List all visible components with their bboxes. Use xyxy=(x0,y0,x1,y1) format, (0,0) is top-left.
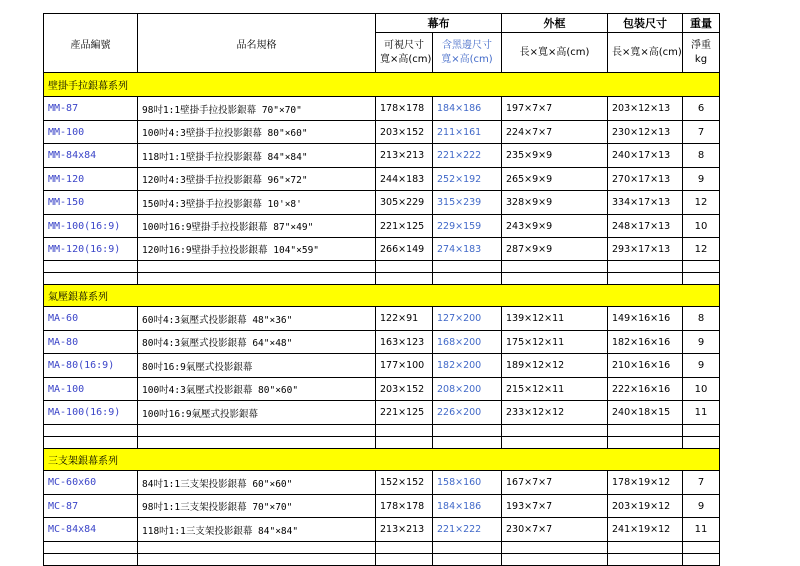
frame-size: 189×12×12 xyxy=(502,354,608,378)
product-code: MC-84x84 xyxy=(44,518,138,542)
pack-size: 203×19×12 xyxy=(608,495,683,518)
spacer-cell xyxy=(44,425,138,437)
spacer-cell xyxy=(608,542,683,554)
spacer-cell xyxy=(138,554,376,566)
visible-size: 178×178 xyxy=(376,97,433,121)
spacer-cell xyxy=(608,261,683,273)
product-name: 120吋16:9壁掛手拉投影銀幕 104"×59" xyxy=(138,238,376,261)
spacer-cell xyxy=(138,542,376,554)
section-header xyxy=(44,449,720,471)
header-code: 產品編號 xyxy=(44,14,138,73)
net-weight: 8 xyxy=(683,307,720,331)
black-border-size: 211×161 xyxy=(433,121,502,144)
table-row xyxy=(44,97,720,121)
black-border-size: 208×200 xyxy=(433,378,502,401)
net-weight: 7 xyxy=(683,121,720,144)
visible-size: 122×91 xyxy=(376,307,433,331)
black-border-size: 158×160 xyxy=(433,471,502,495)
frame-size: 224×7×7 xyxy=(502,121,608,144)
black-border-size: 252×192 xyxy=(433,168,502,191)
frame-size: 197×7×7 xyxy=(502,97,608,121)
product-name: 100吋4:3氣壓式投影銀幕 80"×60" xyxy=(138,378,376,401)
product-spec-table xyxy=(43,13,720,566)
pack-size: 334×17×13 xyxy=(608,191,683,215)
spacer-row xyxy=(44,554,720,566)
black-border-unit: 寬×高(cm) xyxy=(441,53,493,65)
pack-size: 248×17×13 xyxy=(608,215,683,238)
net-weight: 9 xyxy=(683,331,720,354)
net-weight: 10 xyxy=(683,215,720,238)
table-row xyxy=(44,121,720,144)
table-row xyxy=(44,495,720,518)
spacer-cell xyxy=(433,542,502,554)
product-code: MM-120(16:9) xyxy=(44,238,138,261)
spacer-cell xyxy=(44,437,138,449)
spacer-cell xyxy=(433,554,502,566)
table-row xyxy=(44,238,720,261)
table-row xyxy=(44,354,720,378)
product-name: 120吋4:3壁掛手拉投影銀幕 96"×72" xyxy=(138,168,376,191)
net-weight: 9 xyxy=(683,495,720,518)
product-name: 98吋1:1三支架投影銀幕 70"×70" xyxy=(138,495,376,518)
spacer-cell xyxy=(608,425,683,437)
frame-size: 243×9×9 xyxy=(502,215,608,238)
pack-size: 222×16×16 xyxy=(608,378,683,401)
spacer-cell xyxy=(608,273,683,285)
black-border-size: 184×186 xyxy=(433,97,502,121)
table-row xyxy=(44,307,720,331)
table-row xyxy=(44,331,720,354)
pack-size: 240×17×13 xyxy=(608,144,683,168)
spacer-cell xyxy=(138,437,376,449)
spacer-cell xyxy=(376,542,433,554)
pack-size: 241×19×12 xyxy=(608,518,683,542)
spacer-cell xyxy=(502,261,608,273)
header-weight: 重量 xyxy=(683,14,720,33)
visible-size: 266×149 xyxy=(376,238,433,261)
black-border-size: 221×222 xyxy=(433,518,502,542)
spacer-cell xyxy=(376,261,433,273)
spacer-row xyxy=(44,425,720,437)
spacer-cell xyxy=(683,261,720,273)
net-weight: 12 xyxy=(683,191,720,215)
table-row xyxy=(44,518,720,542)
product-name: 100吋16:9氣壓式投影銀幕 xyxy=(138,401,376,425)
header-pack: 包裝尺寸 xyxy=(608,14,683,33)
table-row xyxy=(44,215,720,238)
product-code: MM-100 xyxy=(44,121,138,144)
section-header xyxy=(44,73,720,97)
visible-size: 244×183 xyxy=(376,168,433,191)
spacer-cell xyxy=(44,554,138,566)
product-name: 100吋16:9壁掛手拉投影銀幕 87"×49" xyxy=(138,215,376,238)
header-spec: 品名規格 xyxy=(138,14,376,73)
black-border-size: 274×183 xyxy=(433,238,502,261)
net-weight: 6 xyxy=(683,97,720,121)
spacer-cell xyxy=(44,261,138,273)
product-name: 100吋4:3壁掛手拉投影銀幕 80"×60" xyxy=(138,121,376,144)
spacer-cell xyxy=(608,437,683,449)
spacer-cell xyxy=(376,425,433,437)
frame-size: 235×9×9 xyxy=(502,144,608,168)
visible-size: 305×229 xyxy=(376,191,433,215)
product-name: 118吋1:1三支架投影銀幕 84"×84" xyxy=(138,518,376,542)
pack-size: 149×16×16 xyxy=(608,307,683,331)
spacer-cell xyxy=(502,554,608,566)
visible-size: 177×100 xyxy=(376,354,433,378)
header-screen: 幕布 xyxy=(376,14,502,33)
spacer-row xyxy=(44,542,720,554)
frame-size: 230×7×7 xyxy=(502,518,608,542)
section-title: 壁掛手拉銀幕系列 xyxy=(44,73,720,97)
spacer-row xyxy=(44,261,720,273)
visible-size: 152×152 xyxy=(376,471,433,495)
spacer-cell xyxy=(376,554,433,566)
weight-unit: kg xyxy=(694,53,708,65)
spacer-cell xyxy=(376,273,433,285)
product-name: 150吋4:3壁掛手拉投影銀幕 10'×8' xyxy=(138,191,376,215)
spacer-cell xyxy=(433,425,502,437)
net-weight: 11 xyxy=(683,518,720,542)
spacer-cell xyxy=(502,542,608,554)
section-header xyxy=(44,285,720,307)
black-border-size: 184×186 xyxy=(433,495,502,518)
net-weight-label: 淨重 xyxy=(691,39,711,51)
spacer-cell xyxy=(502,425,608,437)
table-row xyxy=(44,191,720,215)
table-row xyxy=(44,471,720,495)
visible-size-label: 可視尺寸 xyxy=(384,39,424,51)
product-code: MC-60x60 xyxy=(44,471,138,495)
black-border-label: 含黑邊尺寸 xyxy=(442,39,492,51)
spacer-row xyxy=(44,273,720,285)
spacer-cell xyxy=(683,273,720,285)
frame-size: 215×12×11 xyxy=(502,378,608,401)
spacer-cell xyxy=(683,437,720,449)
header-black-border xyxy=(433,33,502,73)
product-name: 84吋1:1三支架投影銀幕 60"×60" xyxy=(138,471,376,495)
product-code: MA-80(16:9) xyxy=(44,354,138,378)
frame-size: 233×12×12 xyxy=(502,401,608,425)
black-border-size: 226×200 xyxy=(433,401,502,425)
product-code: MA-100 xyxy=(44,378,138,401)
frame-size: 167×7×7 xyxy=(502,471,608,495)
spacer-cell xyxy=(433,261,502,273)
spacer-cell xyxy=(502,437,608,449)
black-border-size: 182×200 xyxy=(433,354,502,378)
header-net-weight xyxy=(683,33,720,73)
spacer-cell xyxy=(683,542,720,554)
frame-size: 328×9×9 xyxy=(502,191,608,215)
frame-size: 287×9×9 xyxy=(502,238,608,261)
spacer-cell xyxy=(376,437,433,449)
visible-size: 213×213 xyxy=(376,518,433,542)
visible-size: 221×125 xyxy=(376,215,433,238)
spacer-cell xyxy=(502,273,608,285)
product-name: 80吋16:9氣壓式投影銀幕 xyxy=(138,354,376,378)
product-code: MC-87 xyxy=(44,495,138,518)
product-code: MA-100(16:9) xyxy=(44,401,138,425)
visible-size: 163×123 xyxy=(376,331,433,354)
spacer-cell xyxy=(433,437,502,449)
table-row xyxy=(44,378,720,401)
frame-size: 193×7×7 xyxy=(502,495,608,518)
product-name: 118吋1:1壁掛手拉投影銀幕 84"×84" xyxy=(138,144,376,168)
header-frame: 外框 xyxy=(502,14,608,33)
black-border-size: 315×239 xyxy=(433,191,502,215)
product-code: MA-60 xyxy=(44,307,138,331)
table-row xyxy=(44,168,720,191)
product-code: MM-150 xyxy=(44,191,138,215)
spacer-cell xyxy=(608,554,683,566)
black-border-size: 127×200 xyxy=(433,307,502,331)
black-border-size: 168×200 xyxy=(433,331,502,354)
net-weight: 7 xyxy=(683,471,720,495)
product-code: MM-87 xyxy=(44,97,138,121)
pack-size: 210×16×16 xyxy=(608,354,683,378)
header-row-top xyxy=(44,14,720,33)
pack-size: 178×19×12 xyxy=(608,471,683,495)
product-code: MM-120 xyxy=(44,168,138,191)
table-row xyxy=(44,401,720,425)
spacer-row xyxy=(44,437,720,449)
product-name: 60吋4:3氣壓式投影銀幕 48"×36" xyxy=(138,307,376,331)
black-border-size: 229×159 xyxy=(433,215,502,238)
section-title: 氣壓銀幕系列 xyxy=(44,285,720,307)
net-weight: 9 xyxy=(683,168,720,191)
visible-size-unit: 寬×高(cm) xyxy=(380,53,432,65)
spacer-cell xyxy=(44,542,138,554)
pack-size: 293×17×13 xyxy=(608,238,683,261)
product-code: MM-84x84 xyxy=(44,144,138,168)
spacer-cell xyxy=(138,273,376,285)
pack-size: 203×12×13 xyxy=(608,97,683,121)
pack-size: 230×12×13 xyxy=(608,121,683,144)
net-weight: 12 xyxy=(683,238,720,261)
spacer-cell xyxy=(683,554,720,566)
header-pack-unit: 長×寬×高(cm) xyxy=(608,33,683,73)
pack-size: 240×18×15 xyxy=(608,401,683,425)
visible-size: 203×152 xyxy=(376,378,433,401)
spacer-cell xyxy=(433,273,502,285)
net-weight: 10 xyxy=(683,378,720,401)
frame-size: 175×12×11 xyxy=(502,331,608,354)
spacer-cell xyxy=(138,261,376,273)
frame-size: 139×12×11 xyxy=(502,307,608,331)
net-weight: 8 xyxy=(683,144,720,168)
product-code: MA-80 xyxy=(44,331,138,354)
pack-size: 270×17×13 xyxy=(608,168,683,191)
product-name: 80吋4:3氣壓式投影銀幕 64"×48" xyxy=(138,331,376,354)
header-visible-size xyxy=(376,33,433,73)
spacer-cell xyxy=(44,273,138,285)
header-frame-unit: 長×寬×高(cm) xyxy=(502,33,608,73)
visible-size: 203×152 xyxy=(376,121,433,144)
table-row xyxy=(44,144,720,168)
visible-size: 178×178 xyxy=(376,495,433,518)
net-weight: 9 xyxy=(683,354,720,378)
product-code: MM-100(16:9) xyxy=(44,215,138,238)
frame-size: 265×9×9 xyxy=(502,168,608,191)
visible-size: 213×213 xyxy=(376,144,433,168)
spacer-cell xyxy=(138,425,376,437)
section-title: 三支架銀幕系列 xyxy=(44,449,720,471)
product-name: 98吋1:1壁掛手拉投影銀幕 70"×70" xyxy=(138,97,376,121)
black-border-size: 221×222 xyxy=(433,144,502,168)
spacer-cell xyxy=(683,425,720,437)
visible-size: 221×125 xyxy=(376,401,433,425)
pack-size: 182×16×16 xyxy=(608,331,683,354)
net-weight: 11 xyxy=(683,401,720,425)
